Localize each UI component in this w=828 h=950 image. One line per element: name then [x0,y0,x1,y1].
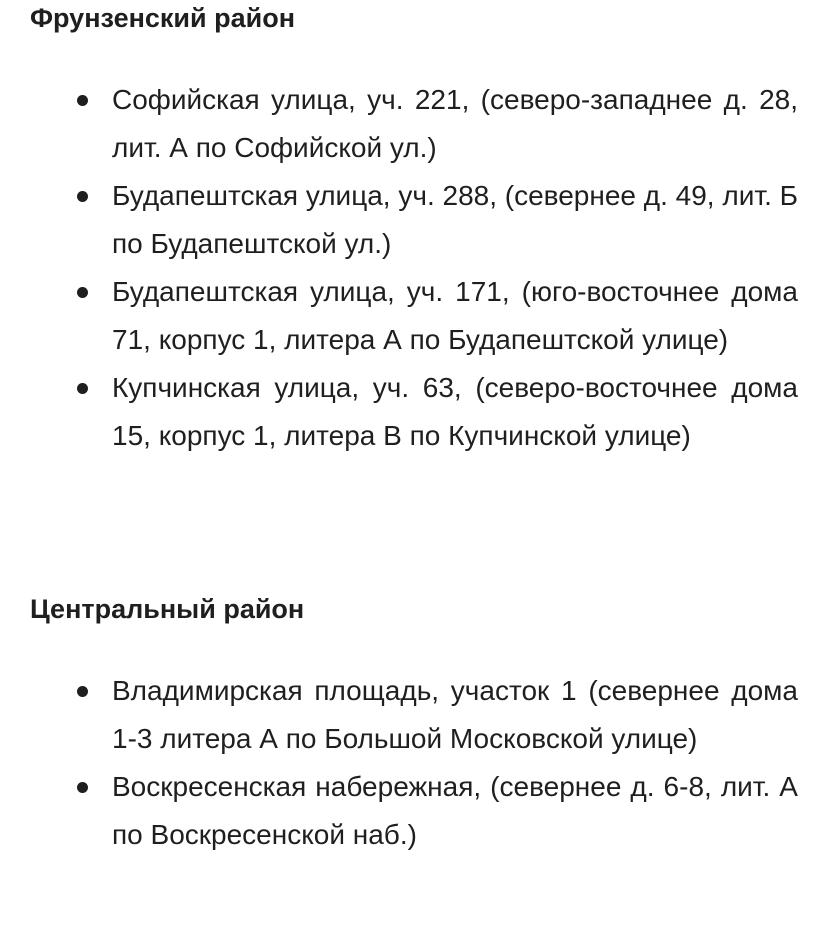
bullet-icon [77,686,88,697]
list-item [0,763,828,859]
address-text: Купчинская улица, уч. 63, (северо-восточнее дома 15, корпус 1, литера В по Купчинской улице) [112,372,798,451]
bullet-icon [77,191,88,202]
bullet-icon [77,287,88,298]
list-item [0,667,828,763]
address-text: Будапештская улица, уч. 288, (севернее д. 49, лит. Б по Будапештской ул.) [112,180,798,259]
district-heading-frunzensky: Фрунзенский район [30,3,296,33]
list-item [0,364,828,460]
address-text: Будапештская улица, уч. 171, (юго-восточнее дома 71, корпус 1, литера А по Будапештской улице) [112,276,798,355]
address-text: Софийская улица, уч. 221, (северо-западнее д. 28, лит. А по Софийской ул.) [112,84,798,163]
address-list-centralny [0,667,828,859]
list-item [0,76,828,172]
bullet-icon [77,95,88,106]
bullet-icon [77,782,88,793]
bullet-icon [77,383,88,394]
list-item [0,172,828,268]
address-list-frunzensky [0,76,828,460]
address-text: Владимирская площадь, участок 1 (севернее дома 1-3 литера А по Большой Московской улице) [112,675,798,754]
list-item [0,268,828,364]
district-heading-centralny: Центральный район [30,594,305,624]
address-text: Воскресенская набережная, (севернее д. 6-8, лит. А по Воскресенской наб.) [112,771,798,850]
